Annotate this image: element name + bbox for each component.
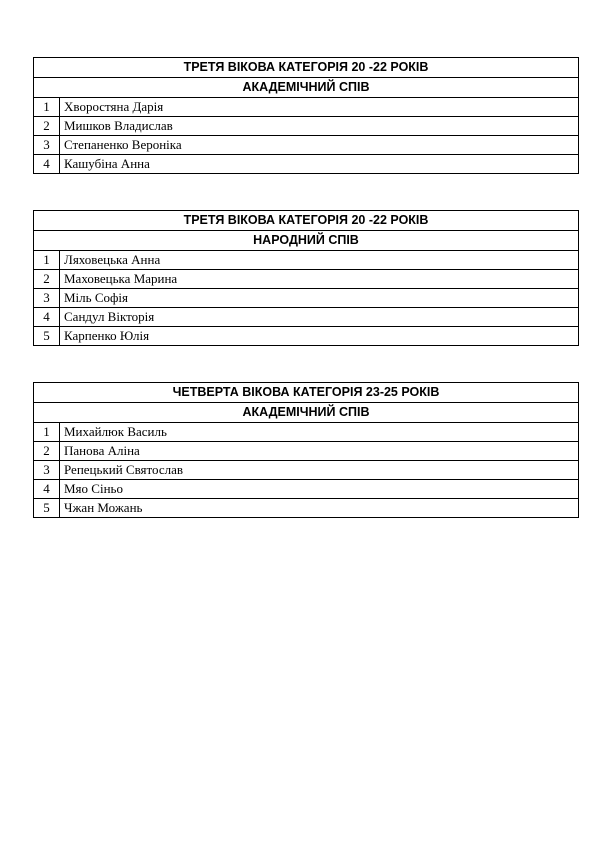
participants-table-1 bbox=[33, 57, 579, 174]
row-number: 1 bbox=[34, 98, 60, 117]
row-number: 2 bbox=[34, 442, 60, 461]
table-row bbox=[34, 499, 579, 518]
row-number: 5 bbox=[34, 327, 60, 346]
table-row bbox=[34, 136, 579, 155]
table-row bbox=[34, 461, 579, 480]
participant-name: Репецький Святослав bbox=[60, 461, 579, 480]
genre-title: АКАДЕМІЧНИЙ СПІВ bbox=[34, 78, 579, 98]
table-row bbox=[34, 98, 579, 117]
table-row bbox=[34, 423, 579, 442]
table-row bbox=[34, 327, 579, 346]
row-number: 3 bbox=[34, 461, 60, 480]
genre-title: АКАДЕМІЧНИЙ СПІВ bbox=[34, 403, 579, 423]
table-row bbox=[34, 480, 579, 499]
category-title: ЧЕТВЕРТА ВІКОВА КАТЕГОРІЯ 23-25 РОКІВ bbox=[34, 383, 579, 403]
category-title: ТРЕТЯ ВІКОВА КАТЕГОРІЯ 20 -22 РОКІВ bbox=[34, 211, 579, 231]
participants-table-2 bbox=[33, 210, 579, 346]
participant-name: Панова Аліна bbox=[60, 442, 579, 461]
participant-name: Мяо Сіньо bbox=[60, 480, 579, 499]
row-number: 5 bbox=[34, 499, 60, 518]
category-title: ТРЕТЯ ВІКОВА КАТЕГОРІЯ 20 -22 РОКІВ bbox=[34, 58, 579, 78]
table-row bbox=[34, 308, 579, 327]
table-header-row bbox=[34, 231, 579, 251]
participant-name: Михайлюк Василь bbox=[60, 423, 579, 442]
participant-name: Маховецька Марина bbox=[60, 270, 579, 289]
table-header-row bbox=[34, 383, 579, 403]
table-row bbox=[34, 251, 579, 270]
row-number: 1 bbox=[34, 251, 60, 270]
participant-name: Ляховецька Анна bbox=[60, 251, 579, 270]
table-header-row bbox=[34, 403, 579, 423]
participant-name: Міль Софія bbox=[60, 289, 579, 308]
participant-name: Чжан Можань bbox=[60, 499, 579, 518]
table-row bbox=[34, 442, 579, 461]
table-header-row bbox=[34, 211, 579, 231]
participant-name: Хворостяна Дарія bbox=[60, 98, 579, 117]
row-number: 2 bbox=[34, 117, 60, 136]
participant-name: Сандул Вікторія bbox=[60, 308, 579, 327]
participant-name: Карпенко Юлія bbox=[60, 327, 579, 346]
table-row bbox=[34, 117, 579, 136]
genre-title: НАРОДНИЙ СПІВ bbox=[34, 231, 579, 251]
table-row bbox=[34, 270, 579, 289]
row-number: 4 bbox=[34, 480, 60, 499]
participant-name: Степаненко Вероніка bbox=[60, 136, 579, 155]
row-number: 3 bbox=[34, 289, 60, 308]
table-header-row bbox=[34, 78, 579, 98]
row-number: 3 bbox=[34, 136, 60, 155]
participant-name: Кашубіна Анна bbox=[60, 155, 579, 174]
row-number: 4 bbox=[34, 308, 60, 327]
row-number: 4 bbox=[34, 155, 60, 174]
table-row bbox=[34, 155, 579, 174]
participant-name: Мишков Владислав bbox=[60, 117, 579, 136]
participants-table-3 bbox=[33, 382, 579, 518]
row-number: 1 bbox=[34, 423, 60, 442]
row-number: 2 bbox=[34, 270, 60, 289]
table-header-row bbox=[34, 58, 579, 78]
table-row bbox=[34, 289, 579, 308]
